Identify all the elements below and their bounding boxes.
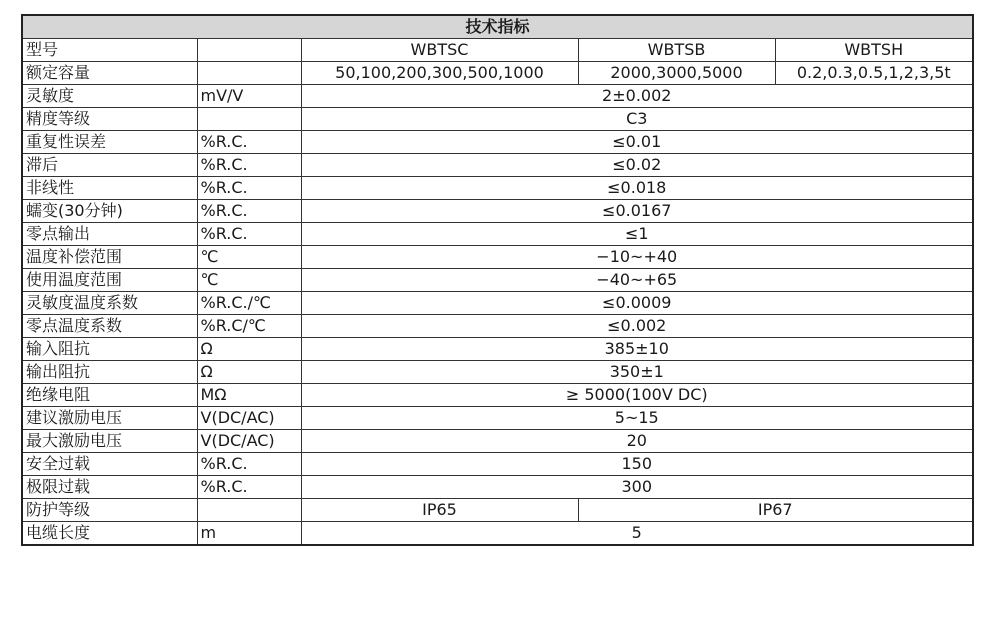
table-row (22, 269, 973, 292)
param-value: ≤1 (301, 223, 973, 246)
table-row (22, 430, 973, 453)
table-row (22, 131, 973, 154)
param-unit: V(DC/AC) (197, 407, 301, 430)
param-unit: %R.C./℃ (197, 292, 301, 315)
param-label: 极限过载 (22, 476, 197, 499)
table-row (22, 223, 973, 246)
param-unit: %R.C/℃ (197, 315, 301, 338)
param-unit: ℃ (197, 246, 301, 269)
param-label: 灵敏度 (22, 85, 197, 108)
table-row (22, 476, 973, 499)
table-row (22, 246, 973, 269)
param-value: ≤0.02 (301, 154, 973, 177)
param-unit (197, 62, 301, 85)
param-value: 350±1 (301, 361, 973, 384)
param-unit: Ω (197, 361, 301, 384)
spec-table-container (21, 14, 972, 546)
model-wbtsc: WBTSC (301, 39, 578, 62)
param-label: 零点温度系数 (22, 315, 197, 338)
capacity-wbtsh: 0.2,0.3,0.5,1,2,3,5t (775, 62, 973, 85)
param-value: ≥ 5000(100V DC) (301, 384, 973, 407)
capacity-wbtsb: 2000,3000,5000 (578, 62, 775, 85)
param-value: 20 (301, 430, 973, 453)
param-label: 型号 (22, 39, 197, 62)
param-unit: Ω (197, 338, 301, 361)
param-label: 额定容量 (22, 62, 197, 85)
protection-wbtsc: IP65 (301, 499, 578, 522)
table-row (22, 39, 973, 62)
param-unit: %R.C. (197, 177, 301, 200)
param-unit: %R.C. (197, 223, 301, 246)
spec-table (21, 14, 974, 546)
param-unit (197, 499, 301, 522)
param-label: 最大激励电压 (22, 430, 197, 453)
model-wbtsb: WBTSB (578, 39, 775, 62)
param-value: −40~+65 (301, 269, 973, 292)
param-unit: %R.C. (197, 453, 301, 476)
table-row (22, 338, 973, 361)
param-unit: m (197, 522, 301, 546)
table-row (22, 361, 973, 384)
param-value: ≤0.018 (301, 177, 973, 200)
param-label: 电缆长度 (22, 522, 197, 546)
param-label: 温度补偿范围 (22, 246, 197, 269)
param-unit: V(DC/AC) (197, 430, 301, 453)
model-wbtsh: WBTSH (775, 39, 973, 62)
table-row (22, 85, 973, 108)
table-row (22, 499, 973, 522)
param-label: 蠕变(30分钟) (22, 200, 197, 223)
param-label: 零点输出 (22, 223, 197, 246)
param-value: ≤0.0167 (301, 200, 973, 223)
param-label: 灵敏度温度系数 (22, 292, 197, 315)
param-unit: ℃ (197, 269, 301, 292)
param-label: 非线性 (22, 177, 197, 200)
table-title-row (22, 15, 973, 39)
param-unit (197, 108, 301, 131)
param-unit: MΩ (197, 384, 301, 407)
param-value: ≤0.002 (301, 315, 973, 338)
param-value: 5~15 (301, 407, 973, 430)
param-value: C3 (301, 108, 973, 131)
param-label: 重复性误差 (22, 131, 197, 154)
table-row (22, 292, 973, 315)
param-unit: %R.C. (197, 200, 301, 223)
table-row (22, 453, 973, 476)
param-unit: mV/V (197, 85, 301, 108)
param-label: 使用温度范围 (22, 269, 197, 292)
param-value: ≤0.0009 (301, 292, 973, 315)
param-unit: %R.C. (197, 154, 301, 177)
param-value: 385±10 (301, 338, 973, 361)
table-row (22, 315, 973, 338)
table-row (22, 154, 973, 177)
param-value: −10~+40 (301, 246, 973, 269)
param-label: 安全过载 (22, 453, 197, 476)
table-row (22, 522, 973, 546)
table-row (22, 407, 973, 430)
table-title: 技术指标 (22, 15, 973, 39)
protection-wbtsb-wbtsh: IP67 (578, 499, 973, 522)
param-value: 5 (301, 522, 973, 546)
param-value: 150 (301, 453, 973, 476)
capacity-wbtsc: 50,100,200,300,500,1000 (301, 62, 578, 85)
table-row (22, 384, 973, 407)
param-unit (197, 39, 301, 62)
table-row (22, 177, 973, 200)
param-label: 防护等级 (22, 499, 197, 522)
param-value: ≤0.01 (301, 131, 973, 154)
param-unit: %R.C. (197, 131, 301, 154)
param-label: 建议激励电压 (22, 407, 197, 430)
param-label: 输入阻抗 (22, 338, 197, 361)
param-value: 2±0.002 (301, 85, 973, 108)
param-label: 绝缘电阻 (22, 384, 197, 407)
table-row (22, 200, 973, 223)
table-row (22, 108, 973, 131)
param-label: 滞后 (22, 154, 197, 177)
param-value: 300 (301, 476, 973, 499)
param-label: 精度等级 (22, 108, 197, 131)
param-label: 输出阻抗 (22, 361, 197, 384)
table-row (22, 62, 973, 85)
param-unit: %R.C. (197, 476, 301, 499)
